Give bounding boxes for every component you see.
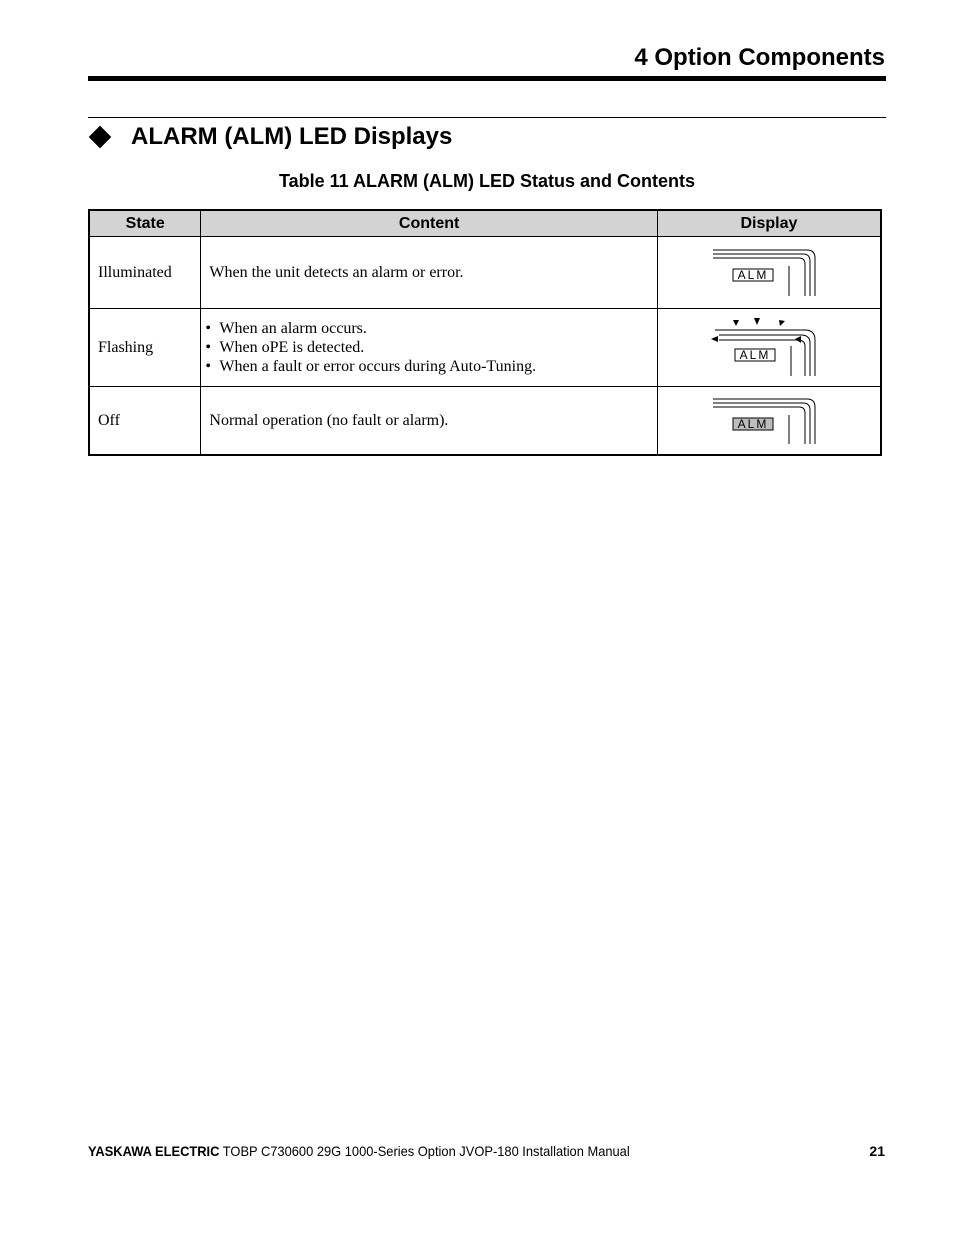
content-cell: When the unit detects an alarm or error.: [201, 237, 657, 309]
chapter-rule: [88, 76, 886, 81]
table-row: [89, 237, 881, 309]
state-cell: Illuminated: [89, 237, 201, 309]
list-item: • When an alarm occurs.: [205, 319, 648, 338]
state-cell: Off: [89, 387, 201, 456]
table-row: [89, 309, 881, 387]
table-caption: Table 11 ALARM (ALM) LED Status and Contents: [278, 171, 695, 191]
table-header-row: [89, 210, 881, 237]
led-flashing-icon: [709, 318, 829, 378]
led-off-icon: [709, 396, 829, 446]
content-cell: [201, 309, 657, 387]
list-item: • When oPE is detected.: [205, 338, 648, 357]
footer-manual-title: TOBP C730600 29G 1000-Series Option JVOP-180 Installation Manual: [219, 1143, 630, 1159]
page-number: 21: [869, 1143, 885, 1159]
display-cell: [657, 309, 881, 387]
led-illuminated-icon: [709, 247, 829, 299]
display-cell: [657, 387, 881, 456]
footer: [88, 1143, 630, 1159]
list-item: • When a fault or error occurs during Auto-Tuning.: [205, 357, 648, 376]
column-header-content: Content: [201, 210, 657, 237]
state-cell: Flashing: [89, 309, 201, 387]
led-label: ALM: [737, 267, 769, 282]
section-rule: [88, 117, 886, 118]
led-label: ALM: [739, 347, 771, 362]
content-cell: Normal operation (no fault or alarm).: [201, 387, 657, 456]
display-cell: [657, 237, 881, 309]
led-status-table: [88, 209, 882, 456]
led-label: ALM: [737, 416, 769, 431]
section-heading: [88, 122, 452, 152]
section-title: ALARM (ALM) LED Displays: [131, 123, 453, 150]
footer-brand: YASKAWA ELECTRIC: [88, 1143, 220, 1159]
diamond-icon: [89, 126, 112, 149]
column-header-state: State: [89, 210, 201, 237]
chapter-title: 4 Option Components: [634, 44, 885, 71]
content-bullet-list: [209, 319, 648, 376]
column-header-display: Display: [657, 210, 881, 237]
table-row: [89, 387, 881, 456]
